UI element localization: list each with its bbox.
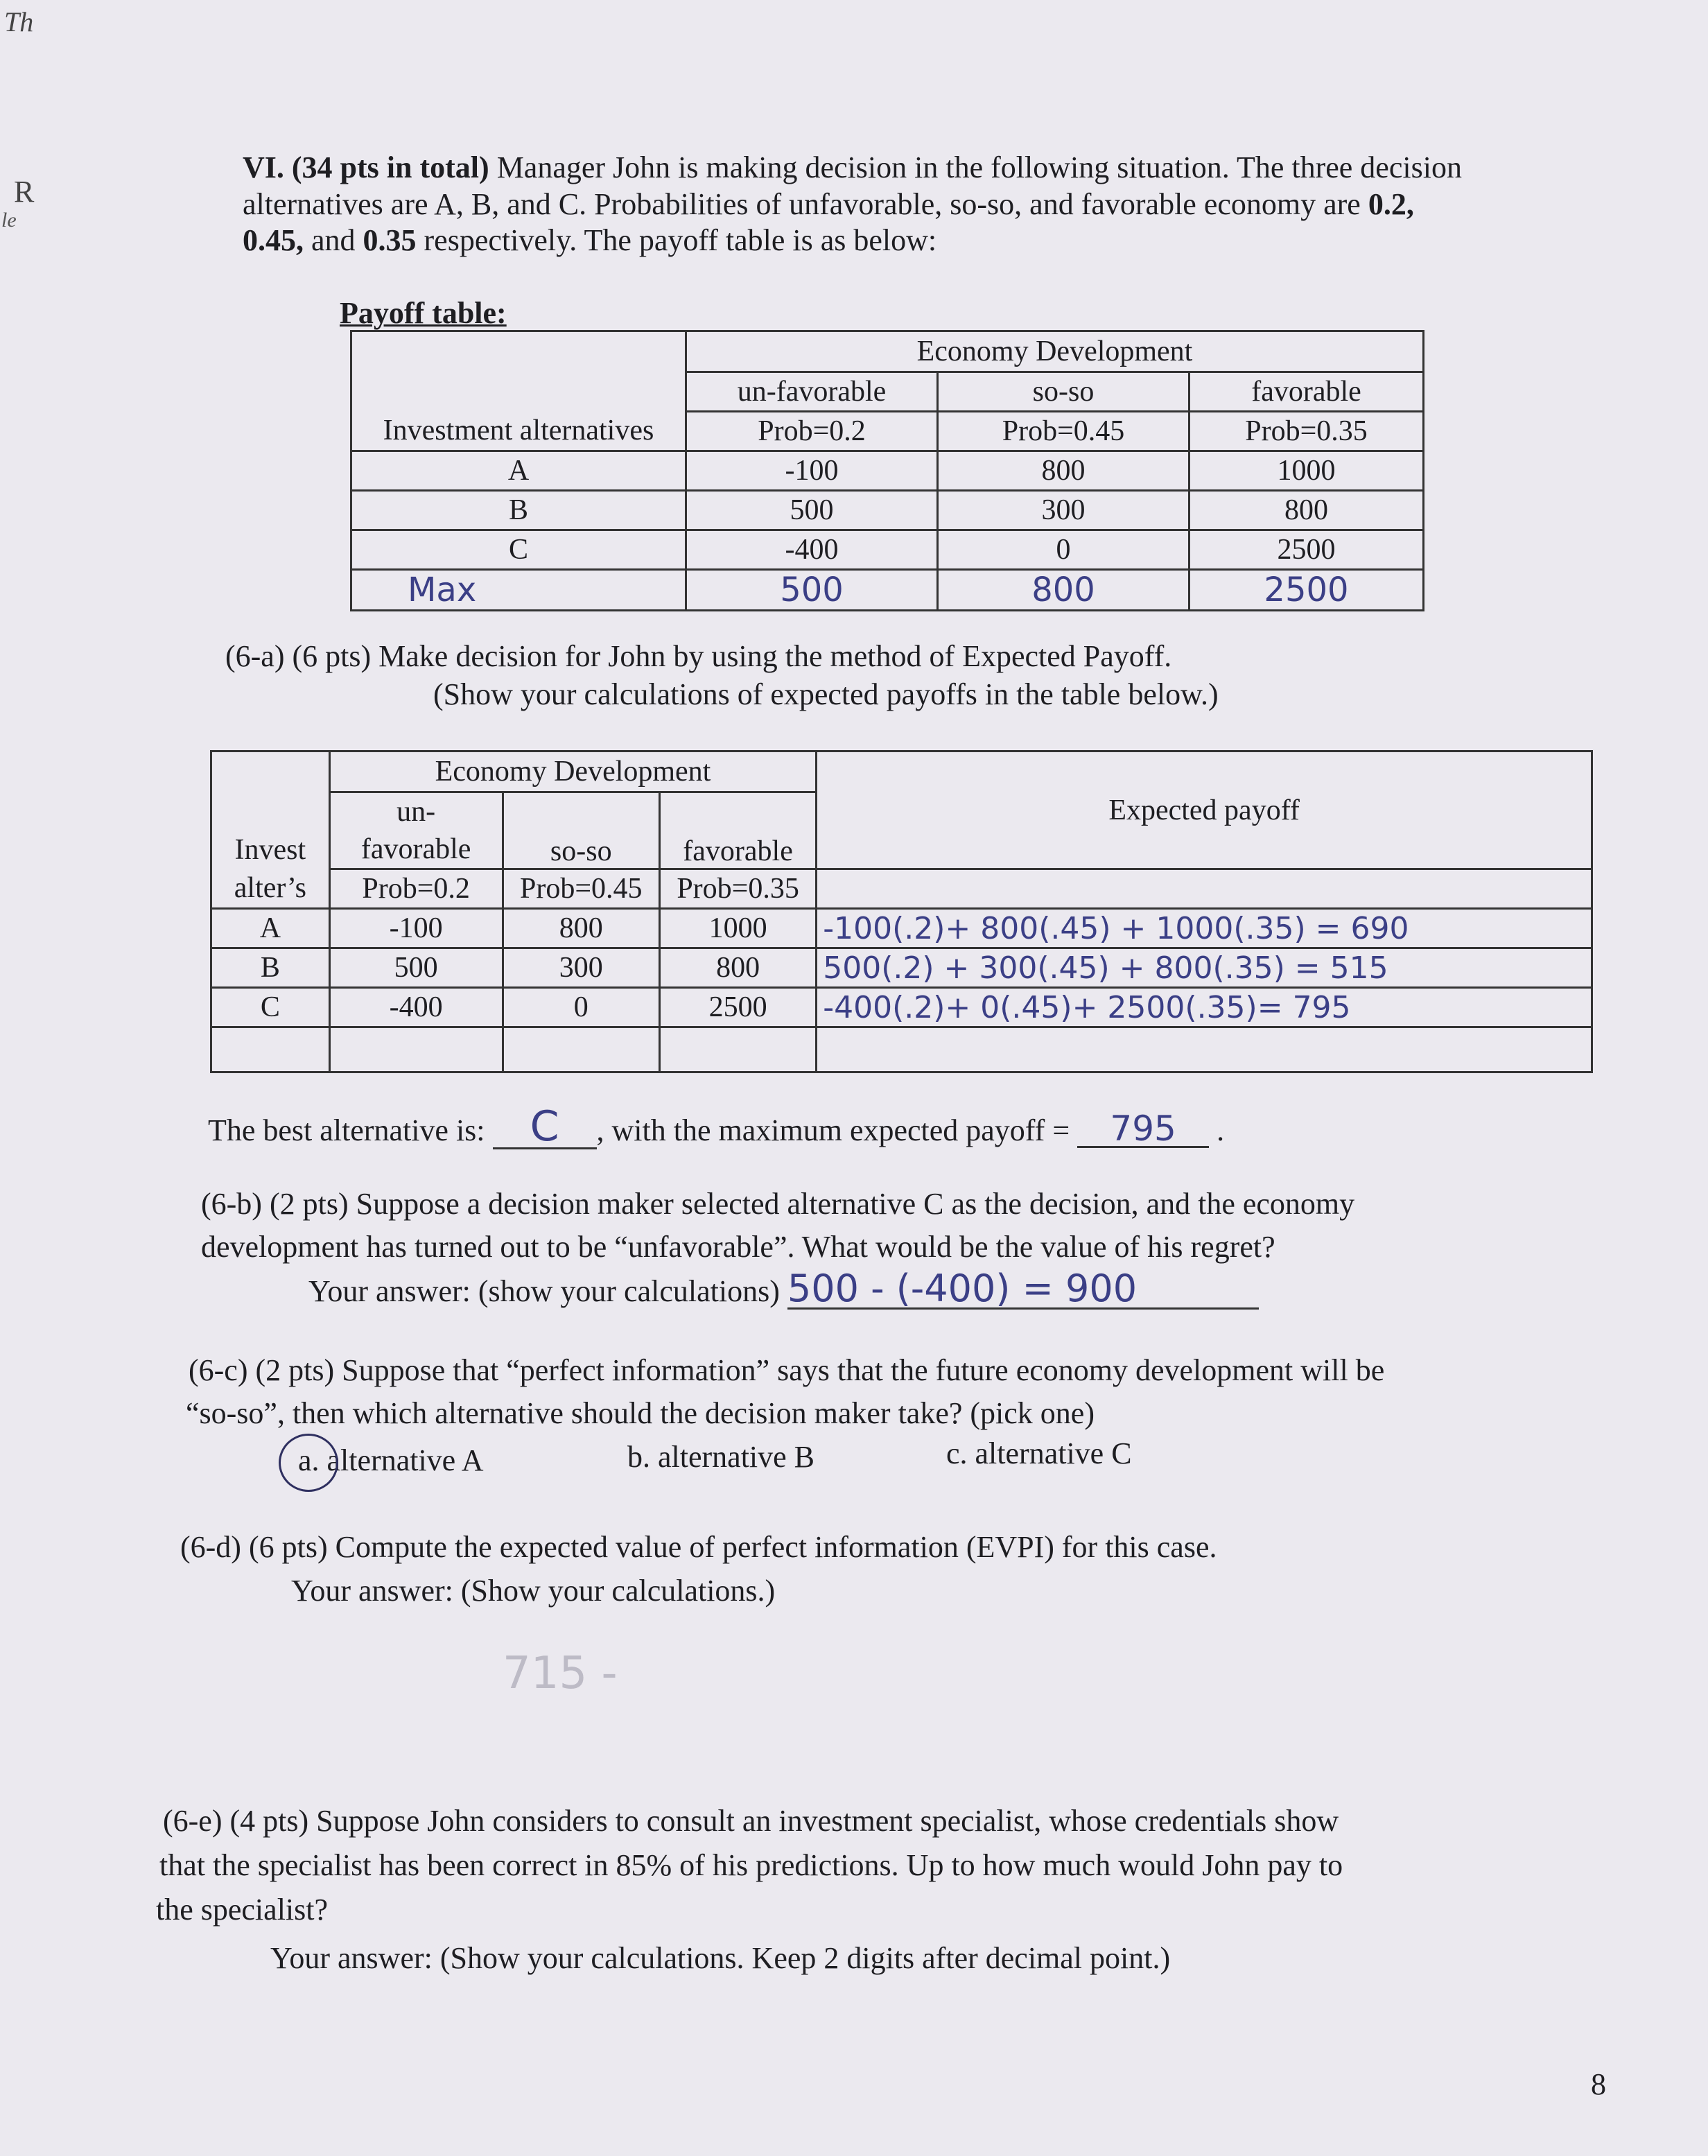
problem-text-1: Manager John is making decision in the following situation. The three decision: [489, 150, 1462, 184]
payoff-col-header-3: favorable: [1190, 372, 1424, 412]
problem-text-3b: respectively. The payoff table is as below:: [416, 223, 937, 257]
expected-empty-cell: [503, 1027, 659, 1072]
q6c-selected-circle: [279, 1434, 338, 1492]
q6c-option-b: b. alternative B: [627, 1440, 815, 1474]
q6e-line-4: Your answer: (Show your calculations. Keep 2 digits after decimal point.): [270, 1941, 1171, 1975]
q6c-line-2: “so-so”, then which alternative should the decision maker take? (pick one): [186, 1396, 1095, 1430]
expected-empty-cell: [659, 1027, 816, 1072]
payoff-col-header-2: so-so: [938, 372, 1190, 412]
expected-prob-1: Prob=0.2: [329, 869, 503, 909]
payoff-alt: C: [351, 530, 686, 570]
payoff-max-cell: 500: [686, 570, 938, 611]
expected-alt: A: [211, 909, 330, 948]
expected-group-header: Economy Development: [329, 751, 817, 792]
payoff-cell: -400: [686, 530, 938, 570]
q6e-line-1: (6-e) (4 pts) Suppose John considers to consult an investment specialist, whose credentials show: [163, 1804, 1339, 1838]
payoff-alt: A: [351, 451, 686, 491]
payoff-group-header: Economy Development: [686, 331, 1424, 372]
expected-cell: 2500: [659, 988, 816, 1027]
expected-table: [210, 750, 1593, 1073]
payoff-table-label-text: Payoff table:: [340, 296, 507, 330]
expected-invest-label: Invest: [211, 831, 330, 869]
best-value: 795: [1077, 1111, 1209, 1148]
best-alternative-line: [208, 1102, 1225, 1151]
expected-cell: 1000: [659, 909, 816, 948]
expected-cell: -100: [329, 909, 503, 948]
q6d-faded-scribble: 715 -: [503, 1648, 618, 1699]
expected-prob-3: Prob=0.35: [659, 869, 816, 909]
expected-prob-2: Prob=0.45: [503, 869, 659, 909]
problem-number: VI.: [243, 150, 284, 184]
q6e-line-2: that the specialist has been correct in 85% of his predictions. Up to how much would John pay to: [159, 1848, 1343, 1882]
margin-mark-r: R: [14, 175, 35, 209]
prob-soso: 0.45,: [243, 223, 304, 257]
expected-row-c: [211, 988, 1592, 1027]
expected-col-3: favorable: [659, 792, 816, 869]
payoff-max-label: Max: [351, 570, 686, 611]
payoff-table-corner: [351, 331, 686, 412]
problem-text-2: alternatives are A, B, and C. Probabilities of unfavorable, so-so, and favorable economy are: [243, 187, 1368, 221]
page-number: 8: [1591, 2067, 1606, 2101]
best-middle: , with the maximum expected payoff =: [596, 1113, 1070, 1147]
expected-cell: 800: [659, 948, 816, 988]
expected-alters-label: alter’s: [211, 869, 330, 909]
expected-empty-cell: [329, 1027, 503, 1072]
expected-payoff-header: Expected payoff: [817, 751, 1592, 869]
payoff-row-c: [351, 530, 1424, 570]
payoff-table: [350, 330, 1424, 611]
prob-favorable: 0.35: [363, 223, 417, 257]
expected-alt: B: [211, 948, 330, 988]
q6c-option-a: a. alternative A: [298, 1443, 484, 1477]
expected-col-1-top: un-: [329, 792, 503, 831]
problem-line-2: [243, 186, 1414, 223]
best-suffix: .: [1217, 1113, 1225, 1147]
payoff-row-header: Investment alternatives: [351, 412, 686, 451]
q6e-line-3: the specialist?: [156, 1893, 329, 1927]
payoff-cell: 800: [938, 451, 1190, 491]
expected-cell: 800: [503, 909, 659, 948]
expected-col-2: so-so: [503, 792, 659, 869]
q6a-line-2: (Show your calculations of expected payoffs in the table below.): [433, 677, 1219, 711]
expected-table-corner: [211, 751, 330, 831]
payoff-row-b: [351, 491, 1424, 530]
payoff-table-label: [340, 295, 507, 332]
q6b-line-2: development has turned out to be “unfavorable”. What would be the value of his regret?: [201, 1230, 1275, 1264]
q6b-answer-line: [308, 1267, 1259, 1310]
q6d-line-2: Your answer: (Show your calculations.): [291, 1574, 776, 1608]
payoff-max-cell: 800: [938, 570, 1190, 611]
expected-row-b: [211, 948, 1592, 988]
payoff-prob-3: Prob=0.35: [1190, 412, 1424, 451]
expected-calc-b: 500(.2) + 300(.45) + 800(.35) = 515: [817, 948, 1592, 988]
payoff-row-a: [351, 451, 1424, 491]
payoff-cell: -100: [686, 451, 938, 491]
expected-empty-cell: [817, 1027, 1592, 1072]
payoff-cell: 1000: [1190, 451, 1424, 491]
problem-text-3a: and: [304, 223, 363, 257]
payoff-cell: 2500: [1190, 530, 1424, 570]
q6c-option-c: c. alternative C: [946, 1436, 1132, 1470]
problem-points: (34 pts in total): [291, 150, 489, 184]
best-answer: C: [493, 1106, 597, 1149]
payoff-cell: 0: [938, 530, 1190, 570]
problem-line-1: [243, 149, 1462, 186]
expected-alt: C: [211, 988, 330, 1027]
expected-cell: 500: [329, 948, 503, 988]
margin-mark-le: le: [1, 209, 17, 232]
expected-calc-c: -400(.2)+ 0(.45)+ 2500(.35)= 795: [817, 988, 1592, 1027]
prob-unfavorable: 0.2,: [1368, 187, 1414, 221]
expected-cell: -400: [329, 988, 503, 1027]
q6b-answer-label: Your answer: (show your calculations): [308, 1274, 780, 1308]
payoff-row-max: [351, 570, 1424, 611]
payoff-prob-2: Prob=0.45: [938, 412, 1190, 451]
expected-row-empty: [211, 1027, 1592, 1072]
payoff-alt: B: [351, 491, 686, 530]
payoff-cell: 800: [1190, 491, 1424, 530]
q6b-line-1: (6-b) (2 pts) Suppose a decision maker selected alternative C as the decision, and the economy: [201, 1187, 1355, 1221]
payoff-prob-1: Prob=0.2: [686, 412, 938, 451]
expected-col-1-bottom: favorable: [329, 831, 503, 869]
expected-blank: [817, 869, 1592, 909]
q6d-line-1: (6-d) (6 pts) Compute the expected value of perfect information (EVPI) for this case.: [180, 1530, 1217, 1564]
payoff-col-header-1: un-favorable: [686, 372, 938, 412]
payoff-cell: 300: [938, 491, 1190, 530]
payoff-max-cell: 2500: [1190, 570, 1424, 611]
problem-line-3: [243, 222, 936, 259]
q6b-answer: 500 - (-400) = 900: [787, 1270, 1259, 1310]
payoff-cell: 500: [686, 491, 938, 530]
expected-row-a: [211, 909, 1592, 948]
expected-cell: 0: [503, 988, 659, 1027]
q6c-line-1: (6-c) (2 pts) Suppose that “perfect information” says that the future economy development will be: [189, 1353, 1385, 1387]
expected-calc-a: -100(.2)+ 800(.45) + 1000(.35) = 690: [817, 909, 1592, 948]
expected-empty-cell: [211, 1027, 330, 1072]
expected-cell: 300: [503, 948, 659, 988]
best-prefix: The best alternative is:: [208, 1113, 485, 1147]
margin-mark-th: Th: [4, 6, 34, 37]
q6a-line-1: (6-a) (6 pts) Make decision for John by using the method of Expected Payoff.: [225, 639, 1172, 673]
